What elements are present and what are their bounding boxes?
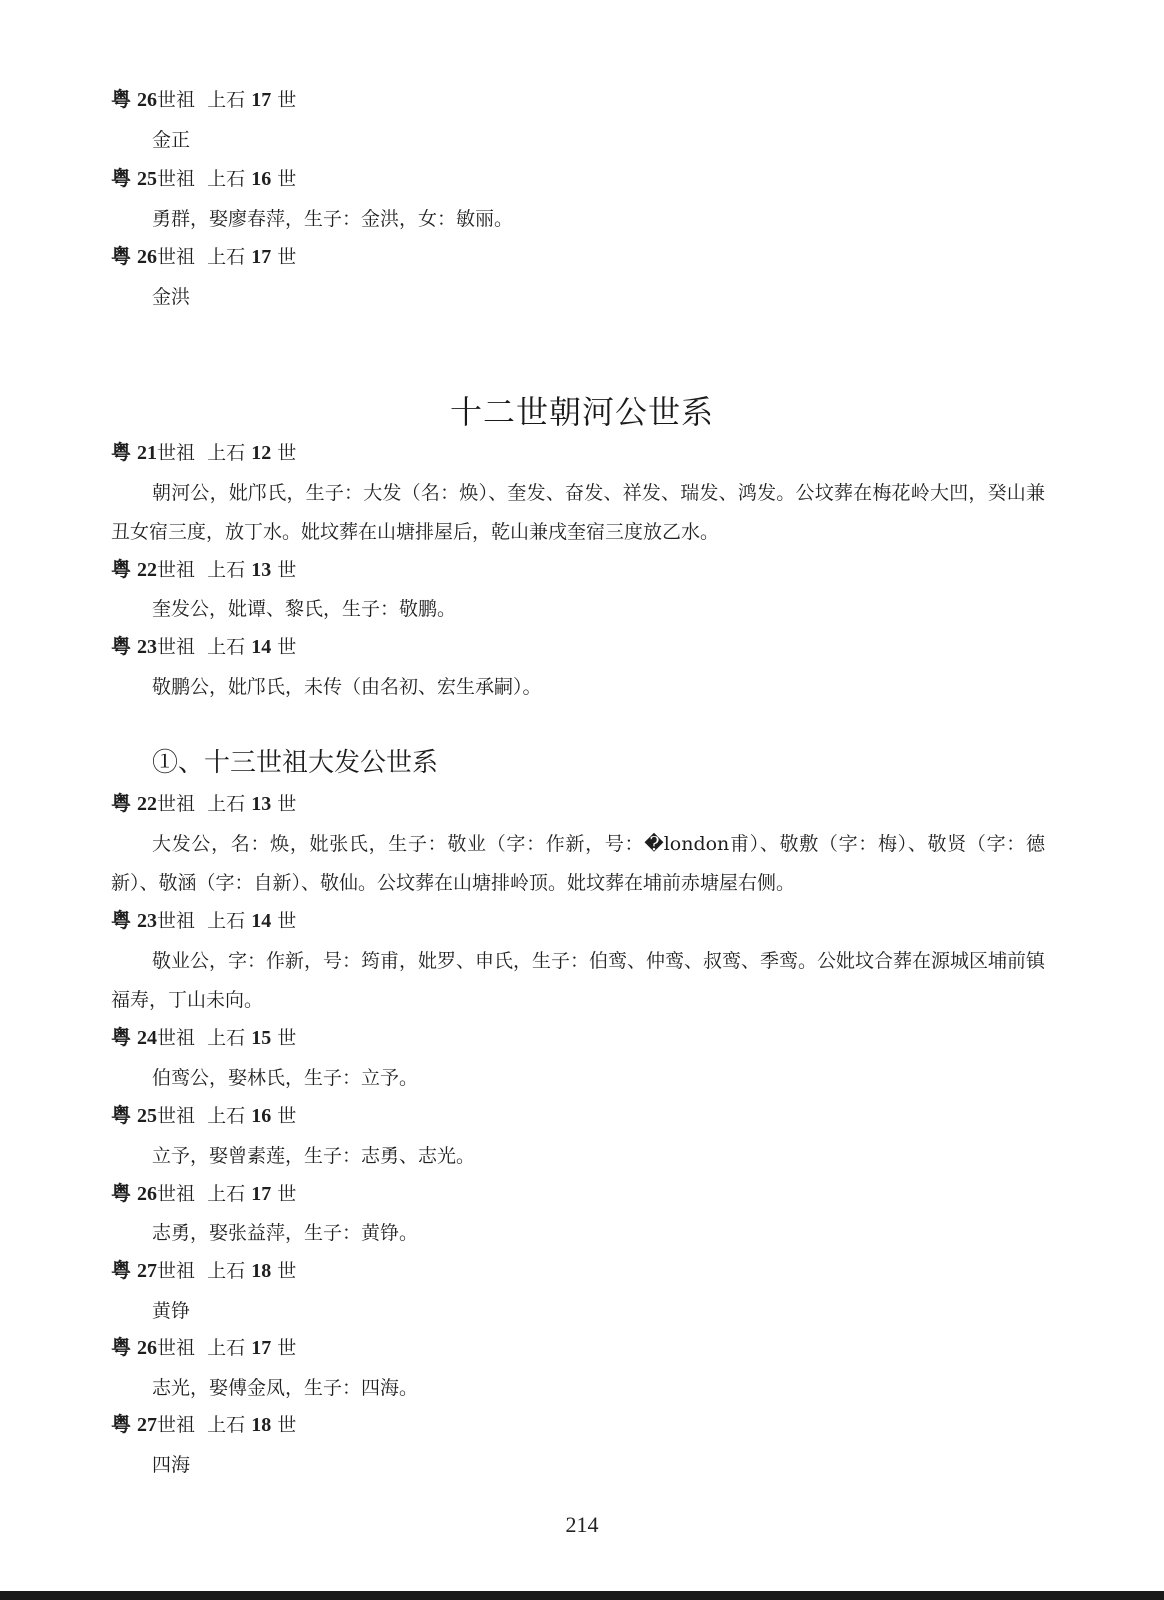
gen-a: 粤 bbox=[111, 89, 131, 111]
entry-text: 勇群，娶廖春萍，生子：金洪，女：敏丽。 bbox=[152, 208, 514, 230]
gen-b-num: 14 bbox=[251, 910, 272, 932]
generation-heading bbox=[111, 1024, 1045, 1052]
entry-text: 黄铮 bbox=[152, 1300, 191, 1322]
gen-b-num: 16 bbox=[251, 1105, 272, 1127]
gen-b-suffix: 世 bbox=[277, 1260, 297, 1282]
gen-b-suffix: 世 bbox=[277, 1414, 297, 1436]
generation-heading bbox=[111, 243, 1045, 271]
entry-text: 志勇，娶张益萍，生子：黄铮。 bbox=[152, 1222, 419, 1244]
gen-a: 粤 bbox=[111, 1414, 131, 1436]
entry-paragraph: 朝河公，妣邝氏，生子：大发（名：焕）、奎发、奋发、祥发、瑞发、鸿发。公坟葬在梅花岭大凹，癸山兼丑女宿三度，放丁水。妣坟葬在山塘排屋后，乾山兼戌奎宿三度放乙水。 bbox=[111, 482, 1045, 543]
gen-b-suffix: 世 bbox=[277, 168, 297, 190]
gen-b: 上石 bbox=[207, 442, 246, 464]
gen-a-suffix: 世祖 bbox=[157, 910, 196, 932]
generation-heading bbox=[111, 1180, 1045, 1208]
entry-paragraph: 敬业公，字：作新，号：筠甫，妣罗、申氏，生子：伯鸾、仲鸾、叔鸾、季鸾。公妣坟合葬在源城区埔前镇福寿，丁山未向。 bbox=[111, 950, 1046, 1011]
generation-heading bbox=[111, 556, 1045, 584]
gen-a-suffix: 世祖 bbox=[157, 1260, 196, 1282]
gen-a-suffix: 世祖 bbox=[157, 1183, 196, 1205]
gen-b: 上石 bbox=[207, 1027, 246, 1049]
entry-text: 伯鸾公，娶林氏，生子：立予。 bbox=[152, 1067, 419, 1089]
gen-a-suffix: 世祖 bbox=[157, 89, 196, 111]
generation-heading bbox=[111, 907, 1045, 935]
gen-b-num: 13 bbox=[251, 793, 272, 815]
page-number: 214 bbox=[565, 1512, 599, 1537]
gen-a-num: 26 bbox=[137, 246, 158, 268]
gen-b-suffix: 世 bbox=[277, 1105, 297, 1127]
gen-b-suffix: 世 bbox=[277, 910, 297, 932]
entry-text: 金洪 bbox=[152, 286, 191, 308]
entry-text: 金正 bbox=[152, 129, 191, 151]
generation-heading bbox=[111, 790, 1045, 818]
gen-a-num: 27 bbox=[137, 1260, 158, 1282]
gen-a-num: 25 bbox=[137, 168, 158, 190]
generation-heading bbox=[111, 1102, 1045, 1130]
gen-a-num: 22 bbox=[137, 559, 158, 581]
gen-a-suffix: 世祖 bbox=[157, 559, 196, 581]
generation-heading bbox=[111, 1257, 1045, 1285]
gen-a: 粤 bbox=[111, 1337, 131, 1359]
gen-a: 粤 bbox=[111, 442, 131, 464]
gen-b-num: 17 bbox=[251, 246, 272, 268]
gen-a: 粤 bbox=[111, 168, 131, 190]
gen-b-suffix: 世 bbox=[277, 246, 297, 268]
gen-a-suffix: 世祖 bbox=[157, 1337, 196, 1359]
generation-heading bbox=[111, 633, 1045, 661]
gen-a-suffix: 世祖 bbox=[157, 1414, 196, 1436]
gen-a-num: 23 bbox=[137, 910, 158, 932]
gen-b: 上石 bbox=[207, 1183, 246, 1205]
gen-b-num: 12 bbox=[251, 442, 272, 464]
gen-b: 上石 bbox=[207, 636, 246, 658]
gen-a-num: 22 bbox=[137, 793, 158, 815]
generation-heading bbox=[111, 86, 1045, 114]
gen-a: 粤 bbox=[111, 1260, 131, 1282]
entry-text: 敬鹏公，妣邝氏，未传（由名初、宏生承嗣）。 bbox=[152, 676, 542, 698]
gen-b-num: 15 bbox=[251, 1027, 272, 1049]
gen-b: 上石 bbox=[207, 89, 246, 111]
gen-a-num: 26 bbox=[137, 1337, 158, 1359]
gen-a-num: 24 bbox=[137, 1027, 158, 1049]
gen-a: 粤 bbox=[111, 559, 131, 581]
gen-a-num: 26 bbox=[137, 89, 158, 111]
gen-a: 粤 bbox=[111, 636, 131, 658]
gen-b: 上石 bbox=[207, 1260, 246, 1282]
gen-b: 上石 bbox=[207, 1337, 246, 1359]
generation-heading bbox=[111, 439, 1045, 467]
gen-a-suffix: 世祖 bbox=[157, 442, 196, 464]
gen-b: 上石 bbox=[207, 559, 246, 581]
gen-b-suffix: 世 bbox=[277, 793, 297, 815]
gen-a-suffix: 世祖 bbox=[157, 168, 196, 190]
gen-b-suffix: 世 bbox=[277, 636, 297, 658]
gen-a-suffix: 世祖 bbox=[157, 636, 196, 658]
gen-a-num: 27 bbox=[137, 1414, 158, 1436]
gen-b: 上石 bbox=[207, 1105, 246, 1127]
gen-b: 上石 bbox=[207, 910, 246, 932]
entry-text: 四海 bbox=[152, 1454, 191, 1476]
generation-heading bbox=[111, 165, 1045, 193]
gen-a-num: 23 bbox=[137, 636, 158, 658]
gen-a-num: 21 bbox=[137, 442, 158, 464]
generation-heading bbox=[111, 1334, 1045, 1362]
gen-a-suffix: 世祖 bbox=[157, 1027, 196, 1049]
gen-a-num: 25 bbox=[137, 1105, 158, 1127]
gen-b-num: 16 bbox=[251, 168, 272, 190]
subsection-title: ①、十三世祖大发公世系 bbox=[152, 748, 439, 778]
entry-paragraph: 大发公，名：焕，妣张氏，生子：敬业（字：作新，号：�london甫）、敬敷（字：梅）、敬贤（字：德新）、敬涵（字：自新）、敬仙。公坟葬在山塘排岭顶。妣坟葬在埔前赤塘屋右侧。 bbox=[111, 833, 1045, 894]
gen-b-num: 13 bbox=[251, 559, 272, 581]
gen-a: 粤 bbox=[111, 793, 131, 815]
gen-b-suffix: 世 bbox=[277, 89, 297, 111]
gen-b: 上石 bbox=[207, 793, 246, 815]
gen-b-num: 17 bbox=[251, 1183, 272, 1205]
gen-a-suffix: 世祖 bbox=[157, 793, 196, 815]
gen-a: 粤 bbox=[111, 1105, 131, 1127]
gen-a: 粤 bbox=[111, 246, 131, 268]
gen-b-num: 14 bbox=[251, 636, 272, 658]
gen-a-num: 26 bbox=[137, 1183, 158, 1205]
scan-edge bbox=[0, 1591, 1164, 1600]
gen-a: 粤 bbox=[111, 1183, 131, 1205]
entry-text: 志光，娶傅金凤，生子：四海。 bbox=[152, 1377, 419, 1399]
gen-b: 上石 bbox=[207, 168, 246, 190]
gen-b: 上石 bbox=[207, 1414, 246, 1436]
gen-b-num: 17 bbox=[251, 89, 272, 111]
gen-b-suffix: 世 bbox=[277, 442, 297, 464]
gen-b-num: 17 bbox=[251, 1337, 272, 1359]
gen-b-suffix: 世 bbox=[277, 1027, 297, 1049]
section-title: 十二世朝河公世系 bbox=[449, 393, 714, 431]
entry-text: 立予，娶曾素莲，生子：志勇、志光。 bbox=[152, 1145, 476, 1167]
generation-heading bbox=[111, 1411, 1045, 1439]
gen-a: 粤 bbox=[111, 1027, 131, 1049]
gen-b-num: 18 bbox=[251, 1414, 272, 1436]
gen-b-suffix: 世 bbox=[277, 1337, 297, 1359]
entry-text: 奎发公，妣谭、黎氏，生子：敬鹏。 bbox=[152, 598, 457, 620]
gen-b-num: 18 bbox=[251, 1260, 272, 1282]
gen-b-suffix: 世 bbox=[277, 1183, 297, 1205]
gen-b-suffix: 世 bbox=[277, 559, 297, 581]
gen-a: 粤 bbox=[111, 910, 131, 932]
gen-a-suffix: 世祖 bbox=[157, 1105, 196, 1127]
gen-b: 上石 bbox=[207, 246, 246, 268]
gen-a-suffix: 世祖 bbox=[157, 246, 196, 268]
